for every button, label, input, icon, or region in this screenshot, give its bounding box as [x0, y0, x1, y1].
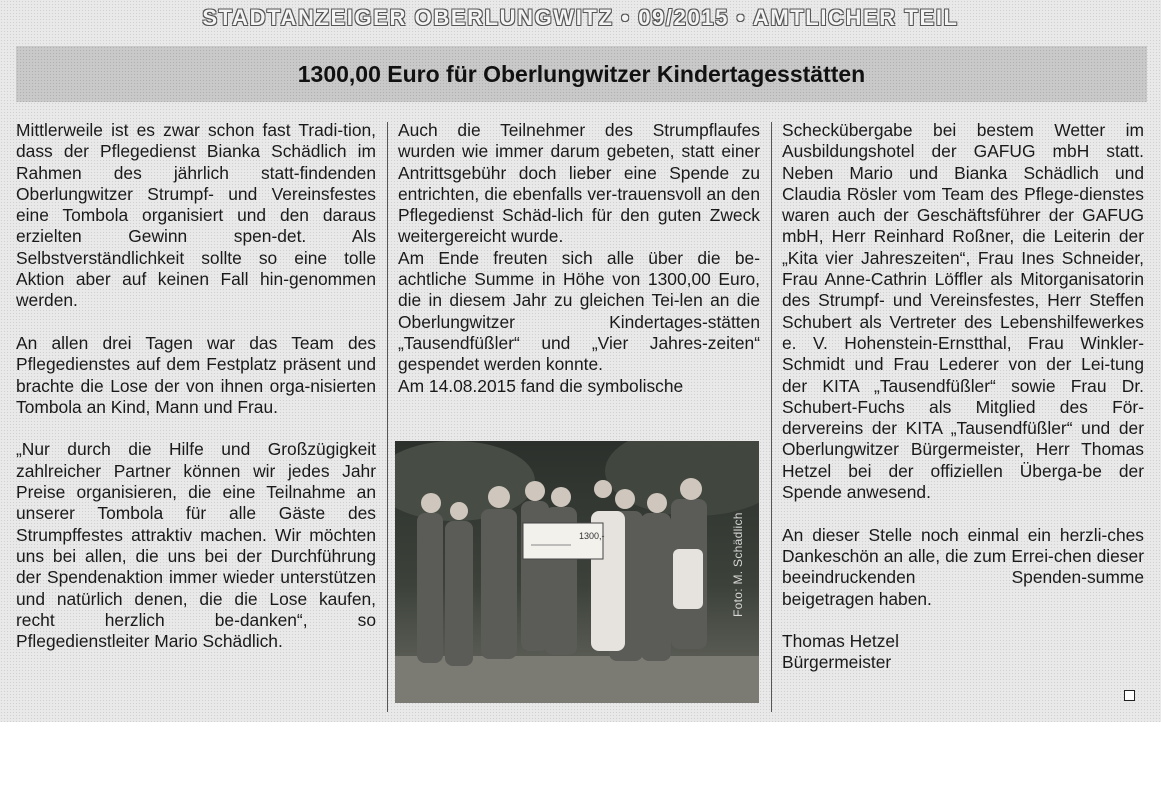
- paragraph: An dieser Stelle noch einmal ein herzli-ches Dankeschön an alle, die zum Errei-chen dieser beeindruckenden Spenden-summe beigetragen haben.: [782, 524, 1144, 609]
- photo-credit: Foto: M. Schädlich: [731, 512, 745, 617]
- paragraph: „Nur durch die Hilfe und Großzügigkeit zahlreicher Partner können wir jedes Jahr Preise organisieren, die eine Teilnahme an unserer Tombola für alle Gäste des Strumpffestes attraktiv machen. Wir möchten uns bei allen, die uns bei der Durchführung der Spendenaktion immer wieder unterstützen und natürlich denen, die die Lose kaufen, recht herzlich be-danken“, so Pflegedienstleiter Mario Schädlich.: [16, 439, 376, 652]
- paragraph: An allen drei Tagen war das Team des Pflegedienstes auf dem Festplatz präsent und brachte die Lose der von ihnen orga-nisierten Tombola an Kind, Mann und Frau.: [16, 332, 376, 417]
- masthead: STADTANZEIGER OBERLUNGWITZ • 09/2015 • AMTLICHER TEIL: [202, 5, 959, 30]
- signature-name: Thomas Hetzel: [782, 631, 899, 652]
- article-column-2: [398, 120, 760, 397]
- paragraph: Am 14.08.2015 fand die symbolische: [398, 375, 684, 396]
- column-divider: [387, 122, 388, 712]
- group-photo-illustration: [395, 441, 759, 703]
- paragraph: Mittlerweile ist es zwar schon fast Tradi-tion, dass der Pflegedienst Bianka Schädlich im Rahmen des jährlich statt-findenden Oberlungwitzer Strumpf- und Vereinsfestes eine Tombola organisiert und den daraus erzielten Gewinn spen-det. Als Selbstverständlichkeit sollte so eine tolle Aktion aber auf keinen Fall hin-genommen werden.: [16, 120, 376, 311]
- headline-bar: [16, 46, 1147, 102]
- column-divider: [771, 122, 772, 712]
- end-of-article-icon: [1124, 690, 1135, 701]
- signature-block: [782, 631, 1144, 674]
- paragraph: Am Ende freuten sich alle über die be-achtliche Summe in Höhe von 1300,00 Euro, die in diesem Jahr zu gleichen Tei-len an die Oberlungwitzer Kindertages-stätten „Tausendfüßler“ und „Vier Jahres-zeiten“ gespendet werden konnte.: [398, 247, 760, 375]
- article-column-3: [782, 120, 1144, 674]
- signature-title: Bürgermeister: [782, 652, 892, 673]
- group-photo: [395, 441, 759, 703]
- article-column-1: [16, 120, 376, 674]
- headline: 1300,00 Euro für Oberlungwitzer Kindertagesstätten: [297, 61, 866, 87]
- paragraph: Auch die Teilnehmer des Strumpflaufes wurden wie immer darum gebeten, statt einer Antrittsgebühr doch lieber eine Spende zu entrichten, die ebenfalls ver-trauensvoll an den Pflegedienst Schäd-lich für den guten Zweck weitergereicht wurde.: [398, 120, 760, 247]
- paragraph: Scheckübergabe bei bestem Wetter im Ausbildungshotel der GAFUG mbH statt. Neben Mario und Bianka Schädlich und Claudia Rösler vom Team des Pflege-dienstes waren auch der Geschäftsführer der GAFUG mbH, Herr Reinhard Roßner, die Leiterin der „Kita vier Jahreszeiten“, Frau Ines Schneider, Frau Anne-Cathrin Löffler als Mitorganisatorin des Strumpf- und Vereinsfestes, Herr Steffen Schubert als Vertreter des Lebenshilfewerkes e. V. Hohenstein-Ernstthal, Frau Winkler-Schmidt und Frau Lederer von der Lei-tung der KITA „Tausendfüßler“ sowie Frau Dr. Schubert-Fuchs als Mitglied des För-dervereins der KITA „Tausendfüßler“ und der Oberlungwitzer Bürgermeister, Herr Thomas Hetzel bei der offiziellen Überga-be der Spende anwesend.: [782, 120, 1144, 503]
- donation-check-text: 1300,-: [579, 531, 605, 541]
